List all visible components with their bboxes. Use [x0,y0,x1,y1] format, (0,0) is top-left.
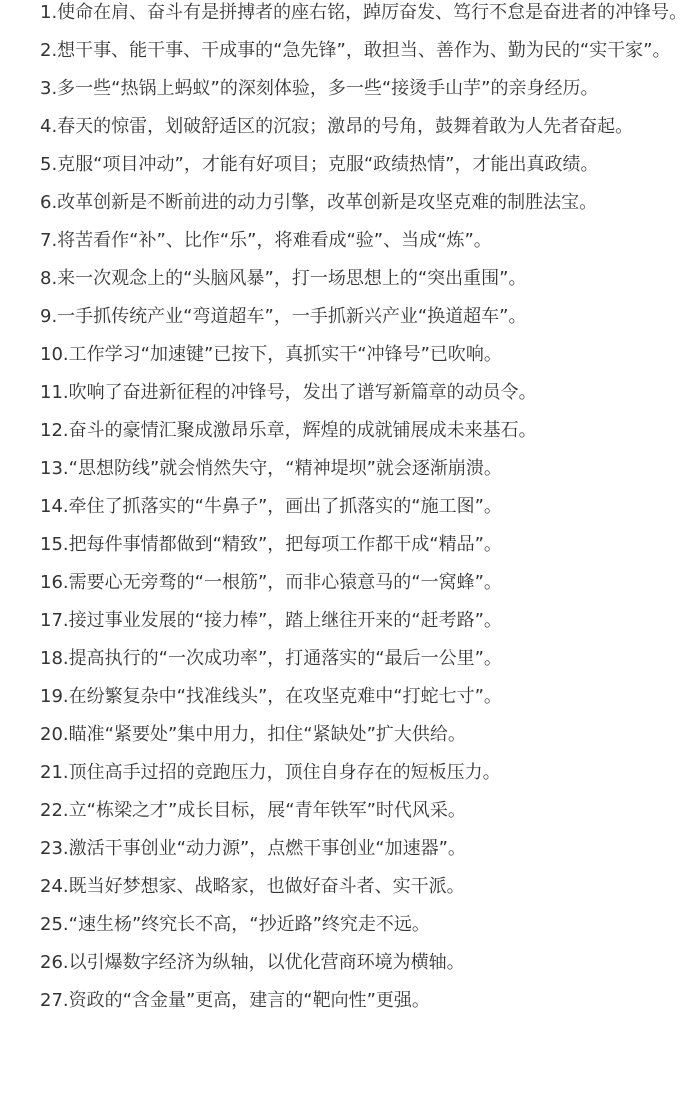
paragraph-15: 15.把每件事情都做到“精致”，把每项工作都干成“精品”。 [40,534,502,555]
paragraph-23: 23.激活干事创业“动力源”，点燃干事创业“加速器”。 [40,838,466,859]
paragraph-9: 9.一手抓传统产业“弯道超车”，一手抓新兴产业“换道超车”。 [40,306,527,327]
paragraph-5: 5.克服“项目冲动”，才能有好项目；克服“政绩热情”，才能出真政绩。 [40,154,599,175]
paragraph-25: 25.“速生杨”终究长不高，“抄近路”终究走不远。 [40,914,430,935]
paragraph-19: 19.在纷繁复杂中“找准线头”，在攻坚克难中“打蛇七寸”。 [40,686,502,707]
paragraph-3: 3.多一些“热锅上蚂蚁”的深刻体验，多一些“接烫手山芋”的亲身经历。 [40,78,599,99]
paragraph-2: 2.想干事、能干事、干成事的“急先锋”，敢担当、善作为、勤为民的“实干家”。 [40,40,671,61]
paragraph-11: 11.吹响了奋进新征程的冲锋号，发出了谱写新篇章的动员令。 [40,382,537,403]
paragraph-8: 8.来一次观念上的“头脑风暴”，打一场思想上的“突出重围”。 [40,268,527,289]
paragraph-27: 27.资政的“含金量”更高，建言的“靶向性”更强。 [40,990,430,1011]
paragraph-10: 10.工作学习“加速键”已按下，真抓实干“冲锋号”已吹响。 [40,344,502,365]
paragraph-4: 4.春天的惊雷，划破舒适区的沉寂；激昂的号角，鼓舞着敢为人先者奋起。 [40,116,634,137]
paragraph-7: 7.将苦看作“补”、比作“乐”，将难看成“验”、当成“炼”。 [40,230,492,251]
paragraph-22: 22.立“栋梁之才”成长目标，展“青年铁军”时代风采。 [40,800,466,821]
paragraph-1: 1.使命在肩、奋斗有是拼搏者的座右铭，踔厉奋发、笃行不怠是奋进者的冲锋号。 [40,2,688,23]
paragraph-21: 21.顶住高手过招的竞跑压力，顶住自身存在的短板压力。 [40,762,501,783]
paragraph-18: 18.提高执行的“一次成功率”，打通落实的“最后一公里”。 [40,648,502,669]
paragraph-16: 16.需要心无旁骛的“一根筋”，而非心猿意马的“一窝蜂”。 [40,572,502,593]
paragraph-12: 12.奋斗的豪情汇聚成激昂乐章，辉煌的成就铺展成未来基石。 [40,420,537,441]
paragraph-13: 13.“思想防线”就会悄然失守，“精神堤坝”就会逐渐崩溃。 [40,458,502,479]
paragraph-17: 17.接过事业发展的“接力棒”，踏上继往开来的“赶考路”。 [40,610,502,631]
paragraph-6: 6.改革创新是不断前进的动力引擎，改革创新是攻坚克难的制胜法宝。 [40,192,598,213]
paragraph-20: 20.瞄准“紧要处”集中用力，扣住“紧缺处”扩大供给。 [40,724,466,745]
paragraph-26: 26.以引爆数字经济为纵轴，以优化营商环境为横轴。 [40,952,465,973]
paragraph-14: 14.牵住了抓落实的“牛鼻子”，画出了抓落实的“施工图”。 [40,496,502,517]
paragraph-24: 24.既当好梦想家、战略家，也做好奋斗者、实干派。 [40,876,465,897]
